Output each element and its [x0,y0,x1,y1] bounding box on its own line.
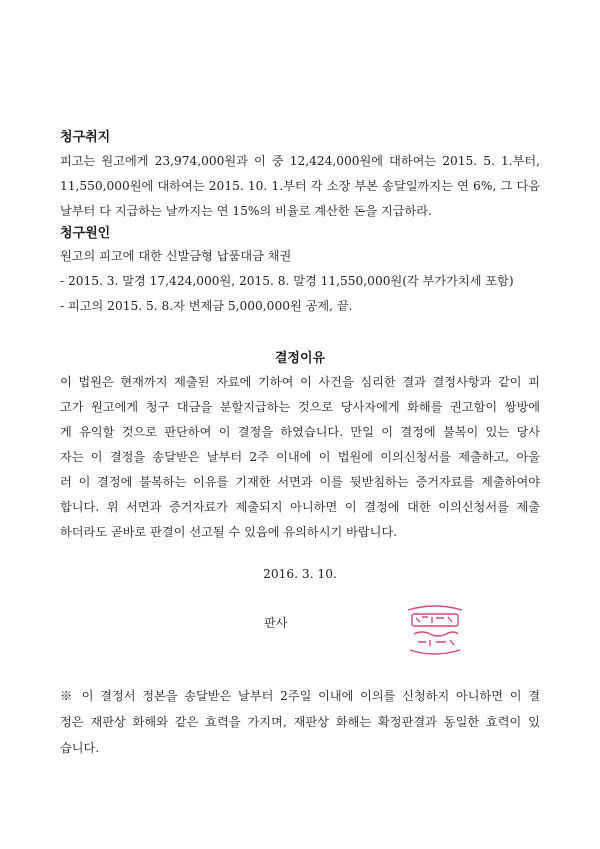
judge-label: 판사 [264,616,288,630]
notice-line-1: ※ 이 결정서 정본을 송달받은 날부터 2주일 이내에 이의를 신청하지 아니하면 이 결 [60,689,540,703]
decision-date: 2016. 3. 10. [263,567,337,581]
judge-seal-icon [400,600,470,658]
notice-line-3: 습니다. [60,741,100,755]
decision-reason-line-1: 이 법원은 현재까지 제출된 자료에 기하여 이 사건을 심리한 결과 결정사항과 같이 피 [60,375,540,389]
decision-reason-line-3: 게 유익할 것으로 판단하여 이 결정을 하였습니다. 만일 이 결정에 불복이 있는 당사 [60,425,540,439]
claim-purpose-line-3: 날부터 다 지급하는 날까지는 연 15%의 비율로 계산한 돈을 지급하라. [60,204,432,218]
claim-purpose-line-1: 피고는 원고에게 23,974,000원과 이 중 12,424,000원에 대하여는 2015. 5. 1.부터, [60,154,540,168]
claim-cause-line-2: - 2015. 3. 말경 17,424,000원, 2015. 8. 말경 11,550,000원(각 부가가치세 포함) [60,274,514,288]
notice-line-2: 정은 재판상 화해와 같은 효력을 가지며, 재판상 화해는 확정판결과 동일한 효력이 있 [60,715,540,729]
claim-cause-line-1: 원고의 피고에 대한 신발금형 납품대금 채권 [60,249,292,263]
claim-cause-heading: 청구원인 [60,226,111,241]
claim-purpose-heading: 청구취지 [60,130,111,145]
decision-reason-heading: 결정이유 [274,351,326,366]
decision-reason-line-2: 고가 원고에게 청구 대금을 분할지급하는 것으로 당사자에게 화해를 권고함이 쌍방에 [60,400,540,414]
decision-reason-line-7: 하더라도 곧바로 판결이 선고될 수 있음에 유의하시기 바랍니다. [60,525,398,539]
decision-reason-line-4: 자는 이 결정을 송달받은 날부터 2주 이내에 이 법원에 이의신청서를 제출하고, 아울 [60,450,540,464]
decision-reason-line-5: 러 이 결정에 불복하는 이유를 기재한 서면과 이를 뒷받침하는 증거자료를 제출하여야 [60,475,540,489]
claim-purpose-line-2: 11,550,000원에 대하여는 2015. 10. 1.부터 각 소장 부본 송달일까지는 연 6%, 그 다음 [60,179,540,193]
decision-reason-line-6: 합니다. 위 서면과 증거자료가 제출되지 아니하면 이 결정에 대한 이의신청서를 제출 [60,500,540,514]
claim-cause-line-3: - 피고의 2015. 5. 8.자 변제금 5,000,000원 공제, 끝. [60,299,353,313]
